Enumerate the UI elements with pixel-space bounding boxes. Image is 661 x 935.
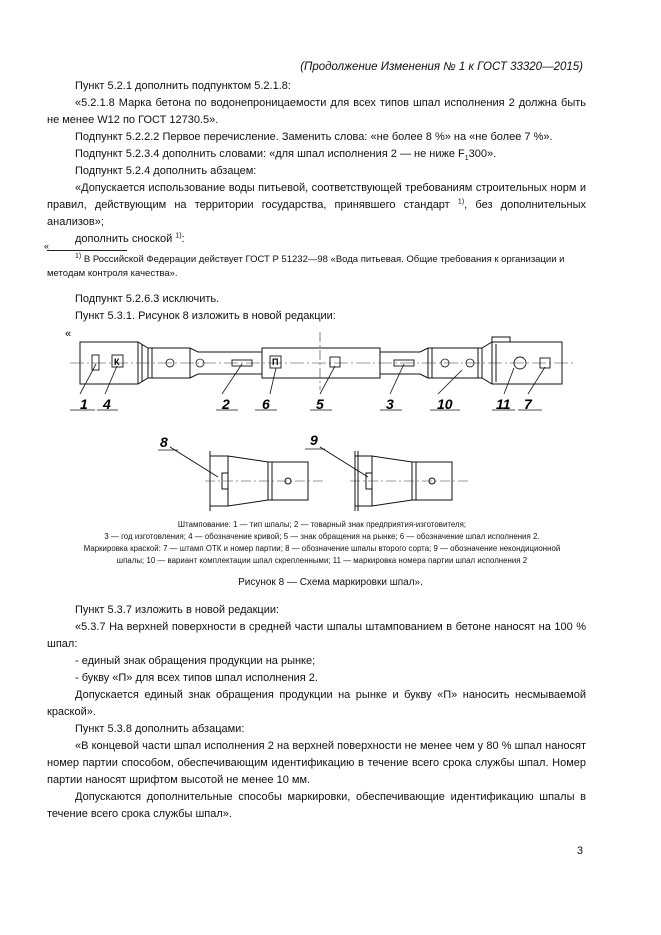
page-number: 3 [576, 845, 583, 857]
paragraph [47, 146, 586, 163]
paragraph: - единый знак обращения продукции на рынке; [75, 655, 316, 667]
label-8: 8 [160, 434, 168, 450]
superscript: 1) [75, 252, 82, 260]
text-run: дополнить сноской [75, 233, 173, 245]
callout-labels [80, 396, 533, 412]
label-7: 7 [524, 396, 532, 412]
detail-view-9 [320, 447, 452, 511]
paragraph: Подпункт 5.2.6.3 исключить. [75, 293, 220, 305]
paragraph [47, 180, 586, 231]
caption-line: Маркировка краской: 7 — штамп ОТК и номер партии; 8 — обозначение шпалы второго сорта; 9 — обозначение некондиционной [83, 544, 561, 553]
paragraph: Пункт 5.3.7 изложить в новой редакции: [75, 604, 280, 616]
paragraph: Подпункт 5.2.2.2 Первое перечисление. Заменить слова: «не более 8 %» на «не более 7 %». [75, 131, 553, 143]
label-1: 1 [80, 396, 88, 412]
text-block-3 [47, 602, 586, 823]
sleeper-outline [80, 337, 562, 384]
subscript: 1 [464, 155, 469, 163]
text-run: Подпункт 5.2.3.4 дополнить словами: «для шпал исполнения 2 — не ниже F [75, 148, 465, 160]
label-5: 5 [316, 396, 324, 412]
footnote [47, 253, 586, 281]
label-11: 11 [496, 396, 511, 412]
paragraph [47, 231, 586, 248]
caption-line: 3 — год изготовления; 4 — обозначение кривой; 5 — знак обращения на рынке; 6 — обозначение шпал исполнения 2. [104, 532, 540, 541]
paragraph: Пункт 5.3.8 дополнить абзацами: [75, 723, 245, 735]
marking-symbols [92, 355, 550, 370]
footnote-quote-mark: « [44, 241, 50, 251]
label-3: 3 [386, 396, 394, 412]
paragraph: Допускаются дополнительные способы маркировки, обеспечивающие идентификацию шпалы в течение всего срока службы шпал». [47, 791, 586, 820]
label-10: 10 [437, 396, 453, 412]
label-2: 2 [222, 396, 230, 412]
footnote-divider [47, 250, 127, 251]
mark-k-text: К [114, 357, 120, 367]
label-6: 6 [262, 396, 270, 412]
paragraph: Допускается единый знак обращения продукции на рынке и букву «П» наносить несмываемой краской». [47, 689, 586, 718]
superscript: 1) [457, 198, 465, 206]
paragraph: «В концевой части шпал исполнения 2 на верхней поверхности не менее чем у 80 % шпал наносят номер партии способом, обеспечивающим идентификацию в течение всего срока службы шпал. Номер партии наносят шрифтом высотой не менее 10 мм. [47, 740, 586, 786]
figure-sleeper-marking [0, 320, 661, 520]
page-header: (Продолжение Изменения № 1 к ГОСТ 33320—2015) [300, 61, 583, 73]
paragraph: Пункт 5.2.1 дополнить подпунктом 5.2.1.8: [75, 80, 291, 92]
paragraph: - букву «П» для всех типов шпал исполнения 2. [75, 672, 318, 684]
caption-line: шпалы; 10 — вариант комплектации шпал скрепленными; 11 — маркировка номера партии шпал исполнения 2 [116, 556, 528, 565]
superscript: 1) [175, 232, 182, 240]
text-run: , без дополнительных анализов»; [47, 199, 586, 228]
label-4: 4 [103, 396, 111, 412]
mark-market-sign [330, 357, 340, 367]
figure-title: Рисунок 8 — Схема маркировки шпал». [238, 577, 423, 588]
mark-type [92, 355, 99, 370]
paragraph: Пункт 5.3.1. Рисунок 8 изложить в новой редакции: [75, 310, 336, 322]
paragraph: «5.3.7 На верхней поверхности в средней части шпалы штампованием в бетоне наносят на 100 % шпал: [47, 621, 586, 650]
mark-p-text: П [272, 357, 279, 367]
paragraph: Подпункт 5.2.4 дополнить абзацем: [75, 165, 257, 177]
figure-caption [47, 519, 597, 567]
text-run: «Допускается использование воды питьевой, соответствующей требованиям строительных норм и правил, действующим на территории государства, принявшего стандарт [47, 182, 586, 211]
footnote-text: В Российской Федерации действует ГОСТ Р 51232—98 «Вода питьевая. Общие требования к организации и методам контроля качества». [47, 254, 565, 279]
figure-quote-mark: « [65, 328, 72, 340]
text-block-1 [47, 78, 586, 248]
detail-view-8 [170, 447, 308, 511]
text-run: 300». [468, 148, 497, 160]
caption-line: Штампование: 1 — тип шпалы; 2 — товарный знак предприятия-изготовителя; [177, 520, 467, 529]
leader-lines [70, 364, 545, 410]
label-9: 9 [310, 432, 318, 448]
text-run: : [181, 233, 185, 245]
paragraph: «5.2.1.8 Марка бетона по водонепроницаемости для всех типов шпал исполнения 2 должна быть не менее W12 по ГОСТ 12730.5». [47, 97, 586, 126]
